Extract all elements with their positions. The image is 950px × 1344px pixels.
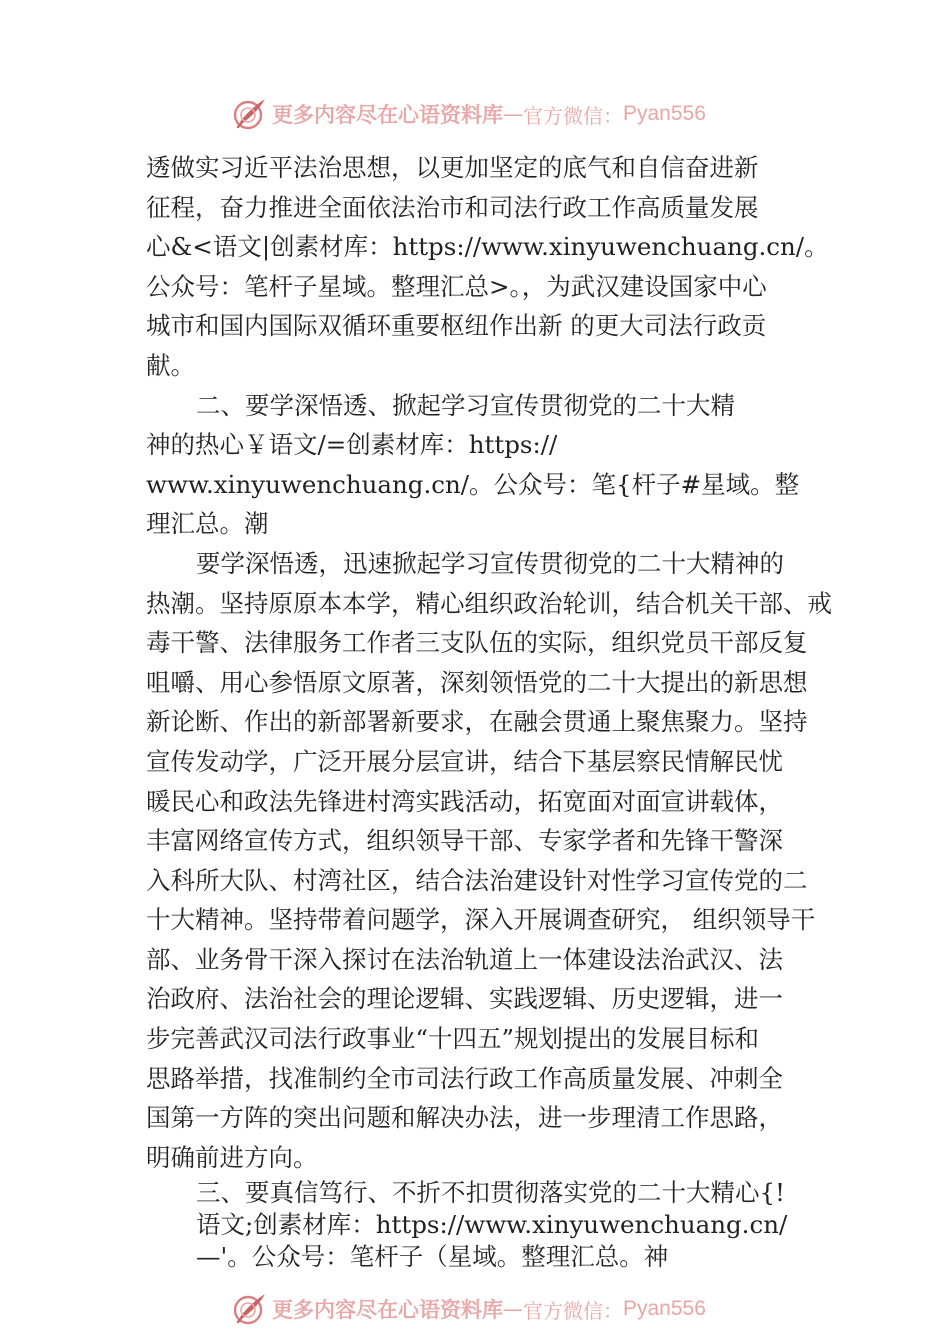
- body-line: 明确前进方向。: [146, 1142, 318, 1172]
- quill-pen-logo-icon: [232, 96, 268, 132]
- body-line: 丰富网络宣传方式，组织领导干部、专家学者和先锋干警深: [146, 826, 783, 856]
- body-line: 部、业务骨干深入探讨在法治轨道上一体建设法治武汉、法: [146, 944, 783, 974]
- body-line: 心&<语文|创素材库：https://www.xinyuwenchuang.cn/。: [146, 232, 829, 262]
- header-watermark-banner: [232, 94, 706, 134]
- official-wechat-label: 官方微信：: [523, 1298, 623, 1323]
- section-2-heading-line: 理汇总。潮: [146, 509, 269, 539]
- body-line: 公众号：笔杆子星域。整理汇总>。，为武汉建设国家中心: [146, 271, 767, 301]
- paragraph-start-line: 要学深悟透，迅速掀起学习宣传贯彻党的二十大精神的: [196, 548, 784, 578]
- body-line: 透做实习近平法治思想，以更加坚定的底气和自信奋进新: [146, 153, 759, 182]
- body-line: 城市和国内国际双循环重要枢纽作出新 的更大司法行政贡: [146, 311, 767, 341]
- quill-pen-logo-icon: [232, 1291, 268, 1327]
- body-line: 毒干警、法律服务工作者三支队伍的实际，组织党员干部反复: [146, 628, 808, 658]
- body-line: 宣传发动学，广泛开展分层宣讲，结合下基层察民情解民忧: [146, 746, 783, 776]
- body-line: 思路举措，找准制约全市司法行政工作高质量发展、冲刺全: [146, 1063, 783, 1093]
- section-3-heading-line: 语文;创素材库：https://www.xinyuwenchuang.cn/: [196, 1210, 788, 1239]
- section-2-heading-line: www.xinyuwenchuang.cn/。公众号：笔{杆子#星域。整: [146, 469, 800, 499]
- wechat-id: Pyan556: [623, 1297, 706, 1320]
- section-3-heading-line: —'。公众号：笔杆子（星域。整理汇总。神: [196, 1242, 669, 1271]
- body-line: 新论断、作出的新部署新要求，在融会贯通上聚焦聚力。坚持: [146, 707, 808, 737]
- body-line: 治政府、法治社会的理论逻辑、实践逻辑、历史逻辑，进一: [146, 984, 783, 1014]
- body-line: 十大精神。坚持带着问题学，深入开展调查研究， 组织领导干: [146, 905, 816, 935]
- brand-text: 更多内容尽在心语资料库: [272, 102, 503, 127]
- body-line: 热潮。坚持原原本本学，精心组织政治轮训，结合机关干部、戒: [146, 588, 832, 618]
- body-line: 步完善武汉司法行政事业“十四五”规划提出的发展目标和: [146, 1024, 760, 1054]
- section-3-heading: [196, 1177, 816, 1273]
- body-line: 国第一方阵的突出问题和解决办法，进一步理清工作思路，: [146, 1103, 783, 1133]
- brand-text: 更多内容尽在心语资料库: [272, 1297, 503, 1322]
- official-wechat-label: 官方微信：: [523, 103, 623, 128]
- wechat-id: Pyan556: [623, 102, 706, 125]
- document-body: [146, 148, 832, 1177]
- body-line: 咀嚼、用心参悟原文原著，深刻领悟党的二十大提出的新思想: [146, 667, 808, 697]
- section-3-heading-line: 三、要真信笃行、不折不扣贯彻落实党的二十大精心{!: [196, 1178, 785, 1207]
- body-line: 献。: [146, 350, 195, 380]
- banner-dash: —: [503, 1297, 523, 1321]
- footer-watermark-banner: [232, 1289, 706, 1329]
- body-line: 征程，奋力推进全面依法治市和司法行政工作高质量发展: [146, 192, 759, 222]
- body-line: 暖民心和政法先锋进村湾实践活动，拓宽面对面宣讲载体，: [146, 786, 783, 816]
- section-2-heading: 二、要学深悟透、掀起学习宣传贯彻党的二十大精: [196, 390, 735, 420]
- body-line: 入科所大队、村湾社区，结合法治建设针对性学习宣传党的二: [146, 865, 808, 895]
- banner-dash: —: [503, 102, 523, 126]
- section-2-heading-line: 神的热心￥语文/=创素材库：https://: [146, 430, 558, 460]
